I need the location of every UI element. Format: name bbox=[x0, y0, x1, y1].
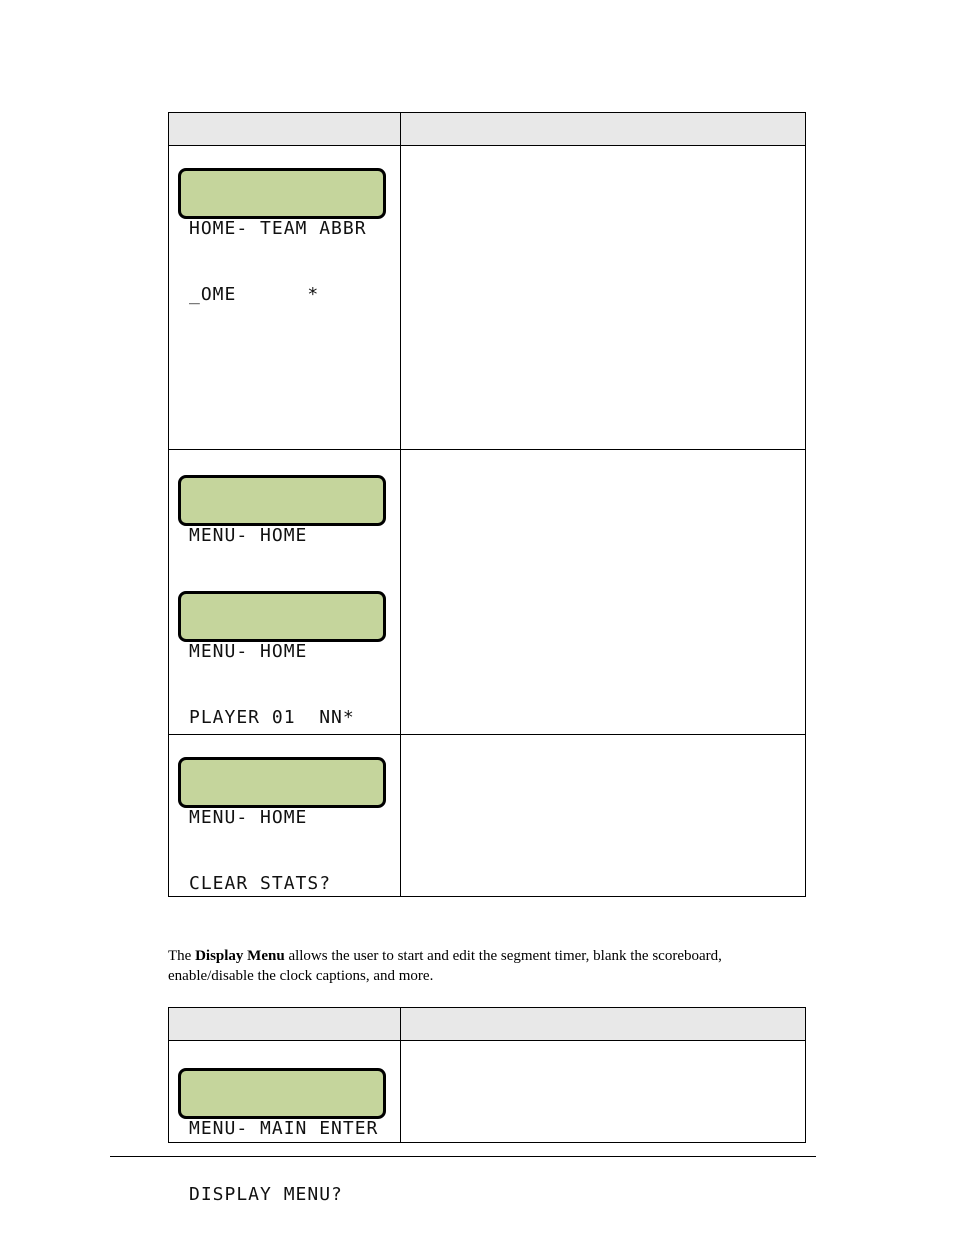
table-row bbox=[169, 1041, 805, 1205]
display-menu-paragraph bbox=[168, 946, 808, 986]
header-cell-display bbox=[169, 1008, 401, 1040]
description-cell bbox=[401, 146, 805, 449]
lcd-line-2: CLEAR STATS? bbox=[189, 873, 332, 894]
description-cell bbox=[401, 450, 805, 734]
lcd-line-2: _OME * bbox=[189, 284, 320, 305]
display-menu-table bbox=[168, 1007, 806, 1205]
lcd-display bbox=[178, 475, 386, 546]
display-cell bbox=[169, 450, 401, 734]
table-header bbox=[169, 113, 805, 146]
display-cell bbox=[169, 735, 401, 897]
table-row bbox=[169, 146, 805, 450]
lcd-line-2: DISPLAY MENU? bbox=[189, 1184, 343, 1205]
footer-rule bbox=[110, 1156, 816, 1157]
lcd-line-1: MENU- MAIN ENTER bbox=[189, 1118, 379, 1139]
lcd-display bbox=[178, 1068, 386, 1205]
lcd-display bbox=[178, 757, 386, 894]
description-cell bbox=[401, 735, 805, 897]
lcd-display bbox=[178, 168, 386, 305]
paragraph-prefix: The bbox=[168, 948, 196, 964]
table-row bbox=[169, 450, 805, 735]
home-menu-table bbox=[168, 112, 806, 897]
table-row bbox=[169, 735, 805, 897]
display-cell bbox=[169, 1041, 401, 1205]
paragraph-suffix: allows the user to start and edit the segment timer, blank the scoreboard, enable/disable the clock captions, and more. bbox=[168, 948, 722, 984]
paragraph-bold: Display Menu bbox=[195, 948, 285, 964]
display-cell bbox=[169, 146, 401, 449]
lcd-line-1: MENU- HOME bbox=[189, 807, 308, 828]
lcd-display bbox=[178, 591, 386, 728]
header-cell-description bbox=[401, 1008, 805, 1040]
header-cell-display bbox=[169, 113, 401, 145]
table-header bbox=[169, 1008, 805, 1041]
lcd-line-1: HOME- TEAM ABBR bbox=[189, 218, 367, 239]
lcd-line-1: MENU- HOME bbox=[189, 641, 308, 662]
lcd-line-1: MENU- HOME bbox=[189, 525, 308, 546]
description-cell bbox=[401, 1041, 805, 1143]
lcd-line-2: PLAYER 01 NN* bbox=[189, 707, 355, 728]
header-cell-description bbox=[401, 113, 805, 145]
